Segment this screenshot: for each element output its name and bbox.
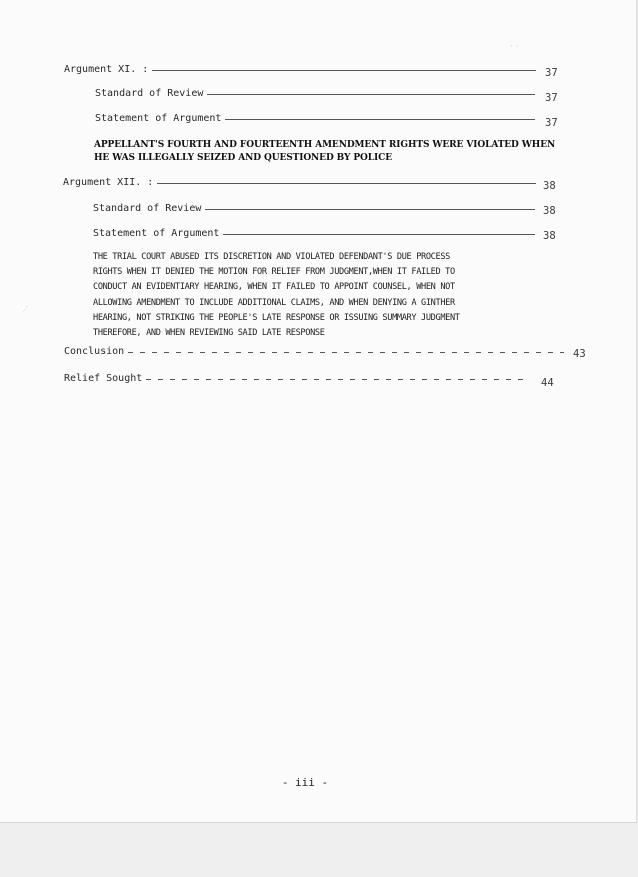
toc-entry-argument-xii — [63, 177, 536, 188]
toc-page-number: 37 — [545, 92, 558, 104]
dot-leader — [225, 119, 535, 120]
scan-background — [0, 823, 638, 877]
toc-entry-label: Relief Sought — [64, 373, 143, 384]
argument-description-line: CONDUCT AN EVIDENTIARY HEARING, WHEN IT FAILED TO APPOINT COUNSEL, WHEN NOT — [93, 282, 455, 293]
dot-leader — [157, 183, 536, 184]
argument-description-line: ALLOWING AMENDMENT TO INCLUDE ADDITIONAL CLAIMS, AND WHEN DENYING A GINTHER — [93, 297, 455, 308]
toc-entry-label: Standard of Review — [93, 203, 202, 214]
argument-description-line: HEARING, NOT STRIKING THE PEOPLE'S LATE RESPONSE OR ISSUING SUMMARY JUDGMENT — [93, 312, 460, 323]
argument-description — [93, 250, 460, 341]
argument-description-line: THEREFORE, AND WHEN REVIEWING SAID LATE RESPONSE — [93, 328, 325, 339]
toc-entry-standard-of-review — [95, 88, 535, 99]
toc-entry-statement-of-argument — [93, 228, 535, 239]
scan-mark: ‧‧‧ — [19, 303, 33, 317]
dot-leader — [207, 94, 535, 95]
dot-leader — [205, 209, 535, 210]
dot-leader — [128, 352, 564, 353]
toc-entry-label: Statement of Argument — [93, 228, 220, 239]
toc-page-number: 43 — [573, 348, 586, 360]
dot-leader — [223, 234, 535, 235]
dot-leader — [152, 70, 536, 71]
argument-heading-line: HE WAS ILLEGALLY SEIZED AND QUESTIONED BY POLICE — [94, 153, 392, 163]
toc-page-number: 38 — [543, 180, 556, 192]
toc-page-number: 38 — [543, 205, 556, 217]
toc-entry-label: Argument XII. : — [63, 177, 154, 188]
argument-description-line: THE TRIAL COURT ABUSED ITS DISCRETION AND VIOLATED DEFENDANT'S DUE PROCESS — [93, 252, 450, 262]
argument-heading-line: APPELLANT'S FOURTH AND FOURTEENTH AMENDMENT RIGHTS WERE VIOLATED WHEN — [94, 140, 556, 150]
toc-page-number: 38 — [543, 230, 556, 242]
toc-entry-label: Statement of Argument — [95, 113, 222, 124]
dot-leader — [146, 379, 526, 380]
toc-entry-label: Standard of Review — [95, 88, 204, 99]
argument-description-line: RIGHTS WHEN IT DENIED THE MOTION FOR RELIEF FROM JUDGMENT,WHEN IT FAILED TO — [93, 267, 455, 278]
toc-page-number: 44 — [541, 377, 554, 389]
toc-entry-statement-of-argument — [95, 113, 535, 124]
toc-entry-argument-xi — [64, 64, 536, 75]
toc-entry-conclusion — [64, 346, 564, 357]
toc-entry-relief-sought — [64, 373, 526, 384]
toc-entry-standard-of-review — [93, 203, 535, 214]
scan-mark: ‧ ‧ — [510, 42, 519, 52]
toc-page-number: 37 — [545, 67, 558, 79]
toc-entry-label: Conclusion — [64, 346, 125, 357]
toc-page-number: 37 — [545, 117, 558, 129]
toc-entry-label: Argument XI. : — [64, 64, 149, 75]
argument-heading — [94, 139, 555, 165]
page-footer-number: - iii - — [281, 776, 329, 789]
